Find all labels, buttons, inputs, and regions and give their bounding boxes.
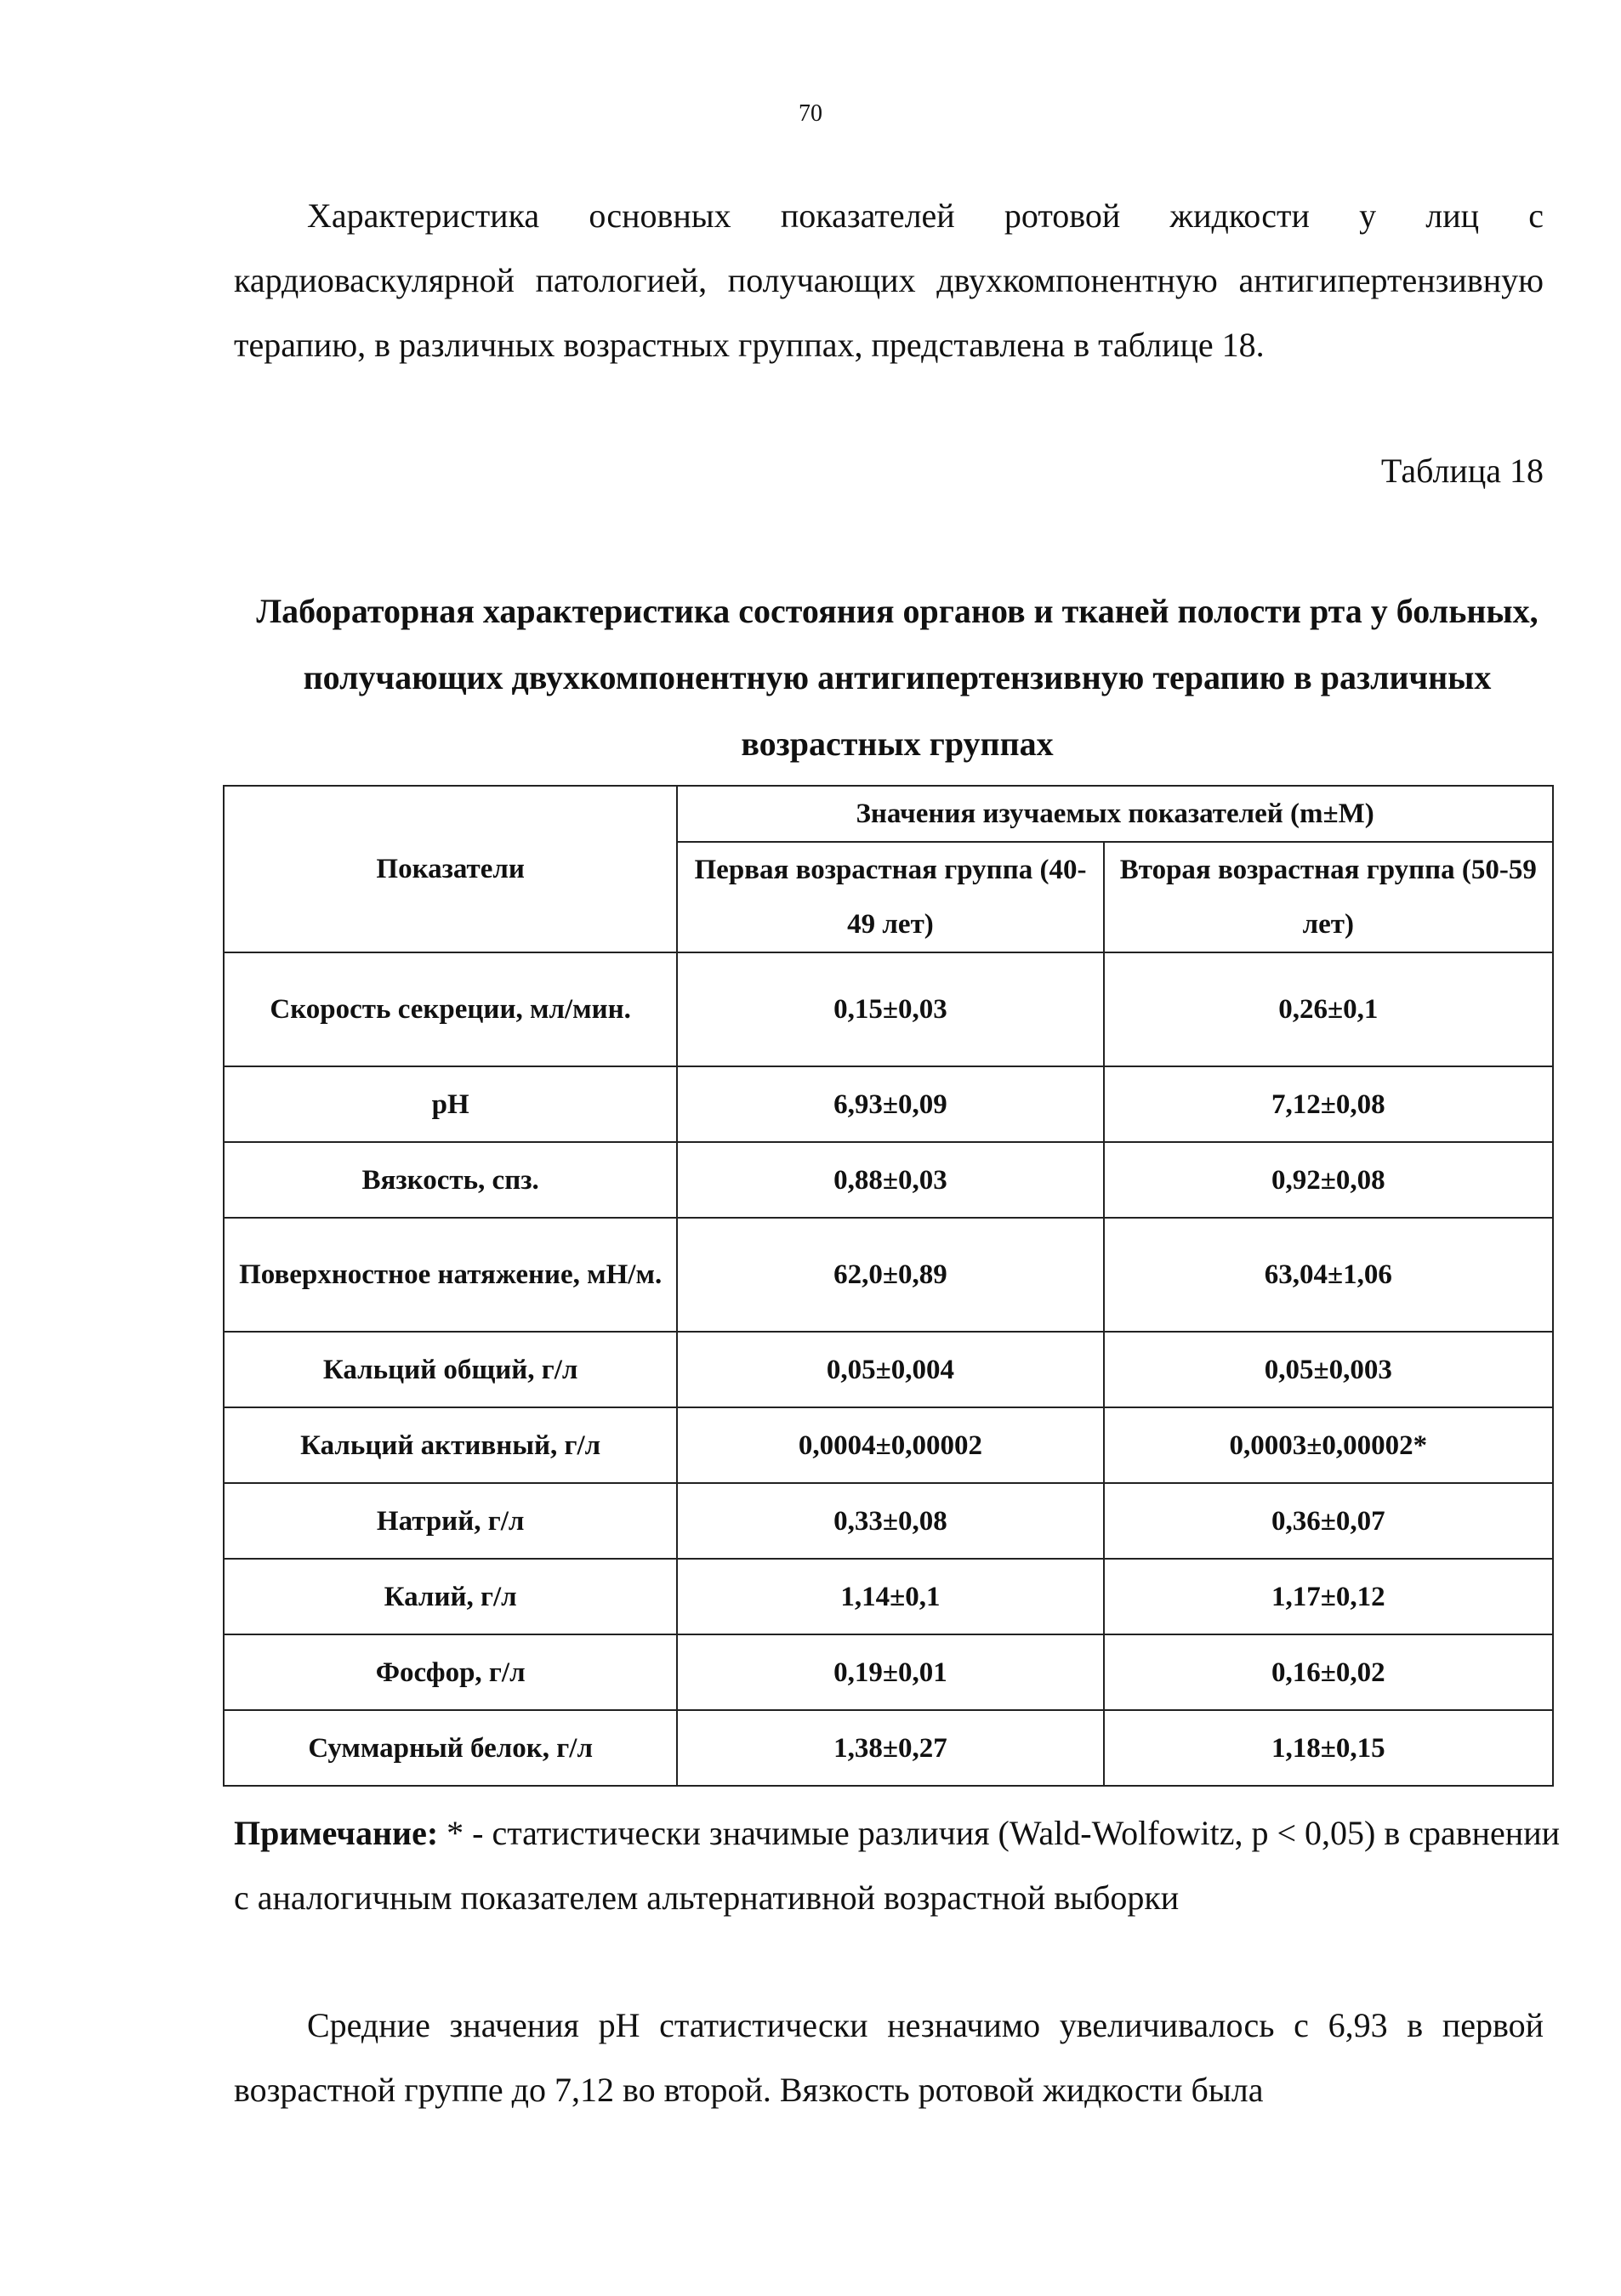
table-row bbox=[224, 1483, 1553, 1559]
header-values: Значения изучаемых показателей (m±M) bbox=[677, 786, 1553, 842]
row-indicator: Суммарный белок, г/л bbox=[224, 1710, 677, 1786]
table-row bbox=[224, 1407, 1553, 1483]
row-group1-value: 6,93±0,09 bbox=[677, 1066, 1103, 1142]
row-group2-value: 1,17±0,12 bbox=[1104, 1559, 1553, 1634]
table-row bbox=[224, 1559, 1553, 1634]
table-row bbox=[224, 1634, 1553, 1710]
table-row bbox=[224, 1332, 1553, 1407]
table-header-row bbox=[224, 786, 1553, 842]
row-indicator: Фосфор, г/л bbox=[224, 1634, 677, 1710]
row-group2-value: 0,26±0,1 bbox=[1104, 952, 1553, 1066]
row-indicator: Вязкость, спз. bbox=[224, 1142, 677, 1218]
table-row bbox=[224, 1142, 1553, 1218]
table-label: Таблица 18 bbox=[1380, 452, 1544, 490]
row-group2-value: 0,36±0,07 bbox=[1104, 1483, 1553, 1559]
row-group2-value: 63,04±1,06 bbox=[1104, 1218, 1553, 1332]
note-text: * - статистически значимые различия (Wald-Wolfowitz, р < 0,05) в сравнении с аналогичным показателем альтернативной возрастной выборки bbox=[234, 1814, 1561, 1917]
note-label: Примечание: bbox=[234, 1814, 439, 1852]
row-group2-value: 0,16±0,02 bbox=[1104, 1634, 1553, 1710]
row-group1-value: 1,14±0,1 bbox=[677, 1559, 1103, 1634]
closing-paragraph bbox=[234, 1993, 1544, 2123]
row-group2-value: 0,0003±0,00002* bbox=[1104, 1407, 1553, 1483]
closing-paragraph-text: Средние значения pH статистически незначимо увеличивалось с 6,93 в первой возрастной группе до 7,12 во второй. Вязкость ротовой жидкости была bbox=[234, 2006, 1544, 2109]
row-group1-value: 0,0004±0,00002 bbox=[677, 1407, 1103, 1483]
table-row bbox=[224, 1710, 1553, 1786]
row-indicator: Скорость секреции, мл/мин. bbox=[224, 952, 677, 1066]
intro-paragraph-text: Характеристика основных показателей ротовой жидкости у лиц с кардиоваскулярной патологией, получающих двухкомпонентную антигипертензивную терапию, в различных возрастных группах, представлена в таблице 18. bbox=[234, 196, 1544, 364]
row-group2-value: 0,92±0,08 bbox=[1104, 1142, 1553, 1218]
data-table bbox=[223, 785, 1554, 1787]
row-indicator: Поверхностное натяжение, мН/м. bbox=[224, 1218, 677, 1332]
table-title: Лабораторная характеристика состояния органов и тканей полости рта у больных, получающих двухкомпонентную антигипертензивную терапию в различных возрастных группах bbox=[256, 592, 1539, 763]
header-group1: Первая возрастная группа (40-49 лет) bbox=[677, 842, 1103, 952]
row-indicator: pH bbox=[224, 1066, 677, 1142]
row-group1-value: 1,38±0,27 bbox=[677, 1710, 1103, 1786]
row-group1-value: 0,19±0,01 bbox=[677, 1634, 1103, 1710]
page-number: 70 bbox=[799, 100, 822, 127]
row-indicator: Кальций активный, г/л bbox=[224, 1407, 677, 1483]
table-row bbox=[224, 1218, 1553, 1332]
header-group2: Вторая возрастная группа (50-59 лет) bbox=[1104, 842, 1553, 952]
row-group1-value: 0,33±0,08 bbox=[677, 1483, 1103, 1559]
row-group2-value: 1,18±0,15 bbox=[1104, 1710, 1553, 1786]
header-indicator: Показатели bbox=[224, 786, 677, 952]
table-row bbox=[224, 952, 1553, 1066]
table-row bbox=[224, 1066, 1553, 1142]
row-indicator: Кальций общий, г/л bbox=[224, 1332, 677, 1407]
row-group2-value: 7,12±0,08 bbox=[1104, 1066, 1553, 1142]
row-indicator: Натрий, г/л bbox=[224, 1483, 677, 1559]
row-group2-value: 0,05±0,003 bbox=[1104, 1332, 1553, 1407]
row-indicator: Калий, г/л bbox=[224, 1559, 677, 1634]
row-group1-value: 0,88±0,03 bbox=[677, 1142, 1103, 1218]
row-group1-value: 0,15±0,03 bbox=[677, 952, 1103, 1066]
row-group1-value: 0,05±0,004 bbox=[677, 1332, 1103, 1407]
row-group1-value: 62,0±0,89 bbox=[677, 1218, 1103, 1332]
table-note bbox=[234, 1801, 1561, 1930]
intro-paragraph bbox=[234, 184, 1544, 378]
